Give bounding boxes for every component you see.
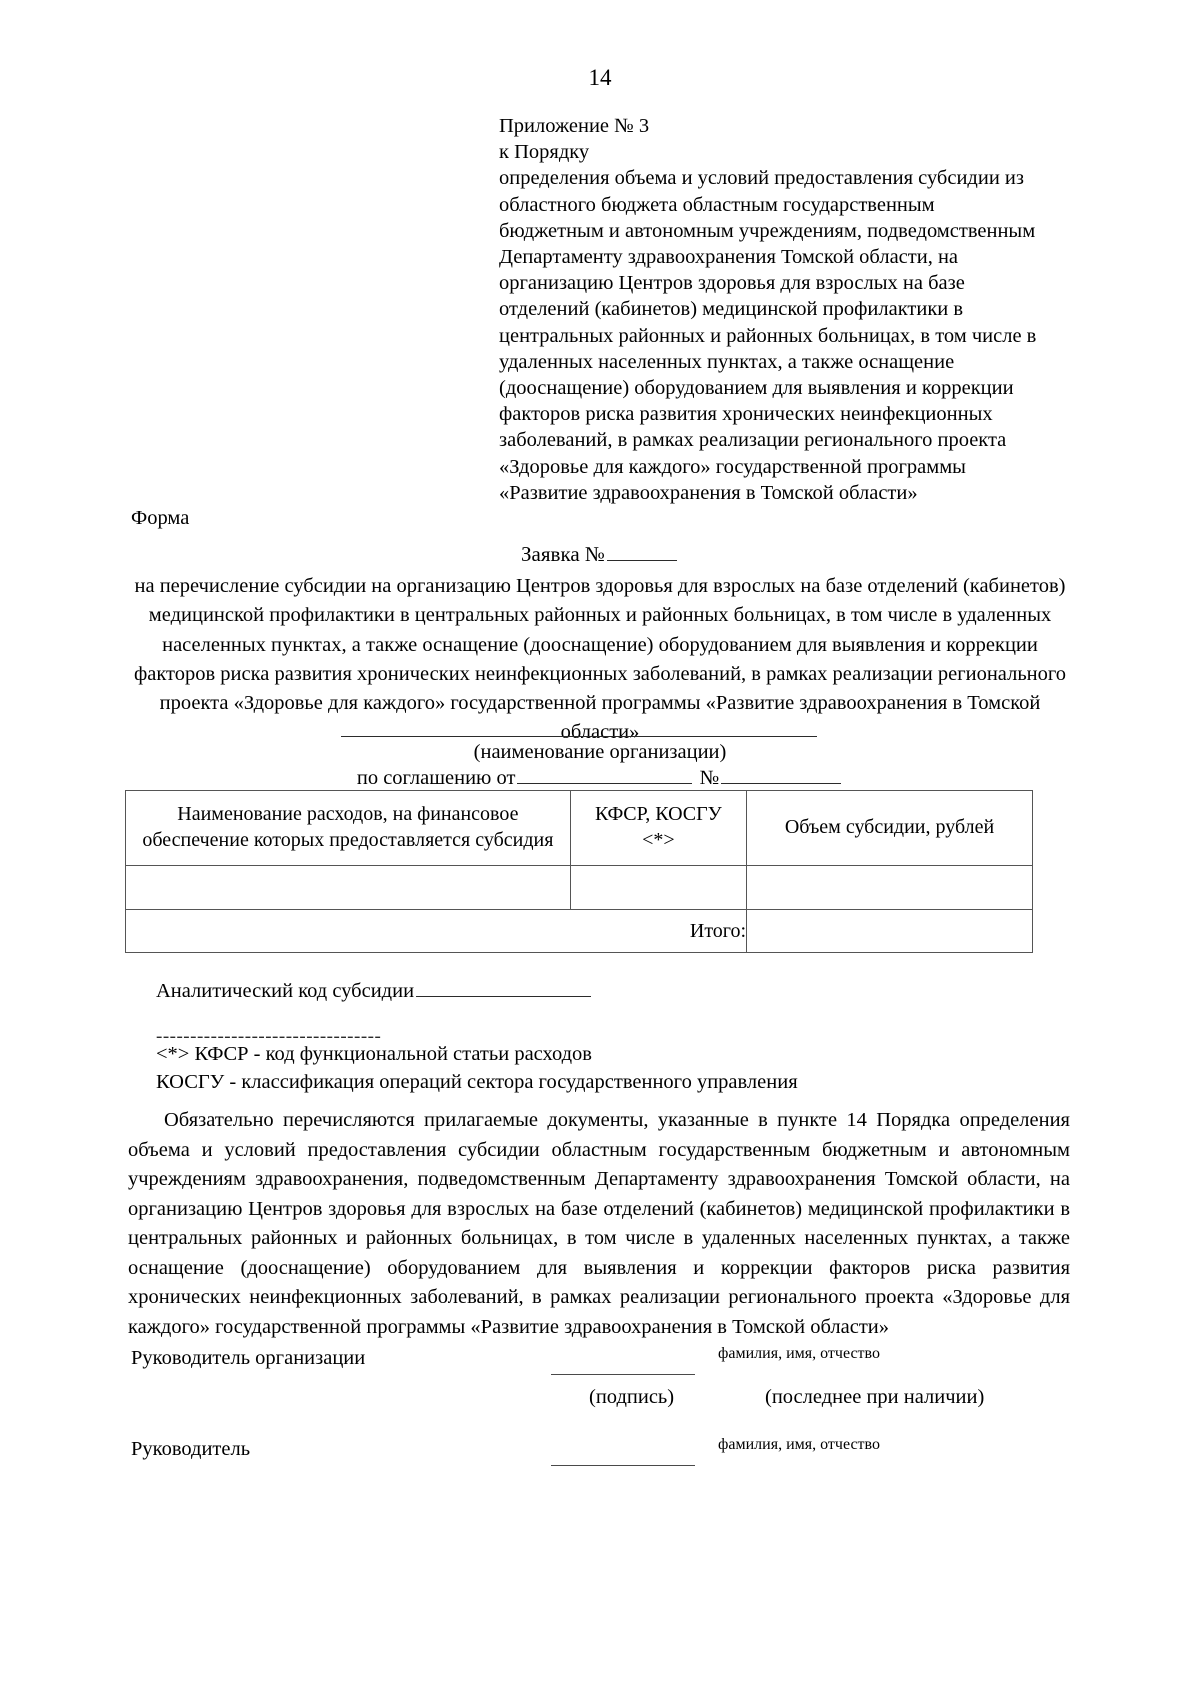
appendix-body-text: определения объема и условий предоставления субсидии из областного бюджета областным государственным бюджетным и автономным учреждениям, подведомственным Департаменту здравоохранения Томской области, на организацию Центров здоровья для взрослых на базе отделений (кабинетов) медицинской профилактики в центральных районных и районных больницах, в том числе в удаленных населенных пунктах, а также оснащение (дооснащение) оборудованием для выявления и коррекции факторов риска развития хронических неинфекционных заболеваний, в рамках реализации регионального проекта «Здоровье для каждого» государственной программы «Развитие здравоохранения в Томской области» [499, 167, 1037, 504]
application-number-blank[interactable] [607, 544, 677, 561]
agreement-number-blank[interactable] [721, 767, 841, 784]
analytic-code-label: Аналитический код субсидии [156, 980, 415, 1002]
appendix-to-order-line: к Порядку [499, 141, 590, 164]
column-header-code-line1: КФСР, КОСГУ [595, 803, 722, 825]
footnote-block [156, 1040, 798, 1096]
table-total-row [126, 910, 1033, 953]
agreement-date-blank[interactable] [517, 767, 692, 784]
organization-name-rule[interactable] [341, 736, 817, 737]
signature-role-head: Руководитель [131, 1438, 251, 1460]
agreement-line [0, 765, 1200, 792]
analytic-code-blank[interactable] [416, 980, 591, 997]
subsidy-table-head [126, 791, 1033, 866]
signature-role-organization-head: Руководитель организации [131, 1347, 366, 1369]
signature-rule-organization-head[interactable] [551, 1374, 695, 1375]
column-header-code [570, 791, 746, 866]
form-label: Форма [131, 507, 190, 529]
column-header-expense-name: Наименование расходов, на финансовое обеспечение которых предоставляется субсидия [126, 791, 571, 866]
document-subtitle: на перечисление субсидии на организацию Центров здоровья для взрослых на базе отделений (кабинетов) медицинской профилактики в центральных районных и районных больницах, в том числе в удаленных населенных пунктах, а также оснащение (дооснащение) оборудованием для выявления и коррекции факторов риска развития хронических неинфекционных заболеваний, в рамках реализации регионального проекта «Здоровье для каждого» государственной программы «Развитие здравоохранения в Томской области» [133, 575, 1067, 744]
cell-amount[interactable] [747, 866, 1033, 910]
signature-caption-podpis: (подпись) [589, 1386, 675, 1408]
total-value[interactable] [747, 910, 1033, 953]
analytic-code-line [156, 978, 593, 1005]
document-title [0, 540, 1200, 568]
signature-caption-fio-note: (последнее при наличии) [765, 1386, 985, 1408]
closing-paragraph: Обязательно перечисляются прилагаемые документы, указанные в пункте 14 Порядка определения объема и условий предоставления субсидии областным государственным бюджетным и автономным учреждениям здравоохранения, подведомственным Департаменту здравоохранения Томской области, на организацию Центров здоровья для взрослых на базе отделений (кабинетов) медицинской профилактики в центральных районных и районных больницах, в том числе в удаленных населенных пунктах, а также оснащение (дооснащение) оборудованием для выявления и коррекции факторов риска развития хронических неинфекционных заболеваний, в рамках реализации регионального проекта «Здоровье для каждого» государственной программы «Развитие здравоохранения в Томской области» [128, 1109, 1070, 1338]
column-header-code-footnote-marker: <*> [642, 829, 675, 851]
table-header-row [126, 791, 1033, 866]
subsidy-table [125, 790, 1033, 953]
footnote-kfsr: <*> КФСР - код функциональной статьи расходов [156, 1043, 592, 1065]
cell-code[interactable] [570, 866, 746, 910]
footnote-kosgu: КОСГУ - классификация операций сектора государственного управления [156, 1071, 798, 1093]
column-header-amount: Объем субсидии, рублей [747, 791, 1033, 866]
total-label: Итого: [126, 910, 747, 953]
appendix-header-block [499, 113, 1039, 506]
footnote-separator: --------------------------------- [156, 1026, 382, 1047]
agreement-number-symbol: № [699, 767, 720, 789]
table-row[interactable] [126, 866, 1033, 910]
cell-expense-name[interactable] [126, 866, 571, 910]
organization-caption: (наименование организации) [473, 741, 727, 763]
signature-rule-head[interactable] [551, 1465, 695, 1466]
agreement-prefix: по соглашению от [356, 767, 516, 789]
appendix-number-line: Приложение № 3 [499, 115, 650, 137]
page-number: 14 [588, 65, 612, 90]
document-title-text: Заявка № [521, 542, 605, 566]
signature-fio-organization-head: фамилия, имя, отчество [718, 1345, 880, 1362]
signature-fio-head: фамилия, имя, отчество [718, 1436, 880, 1453]
subsidy-table-body [126, 866, 1033, 953]
